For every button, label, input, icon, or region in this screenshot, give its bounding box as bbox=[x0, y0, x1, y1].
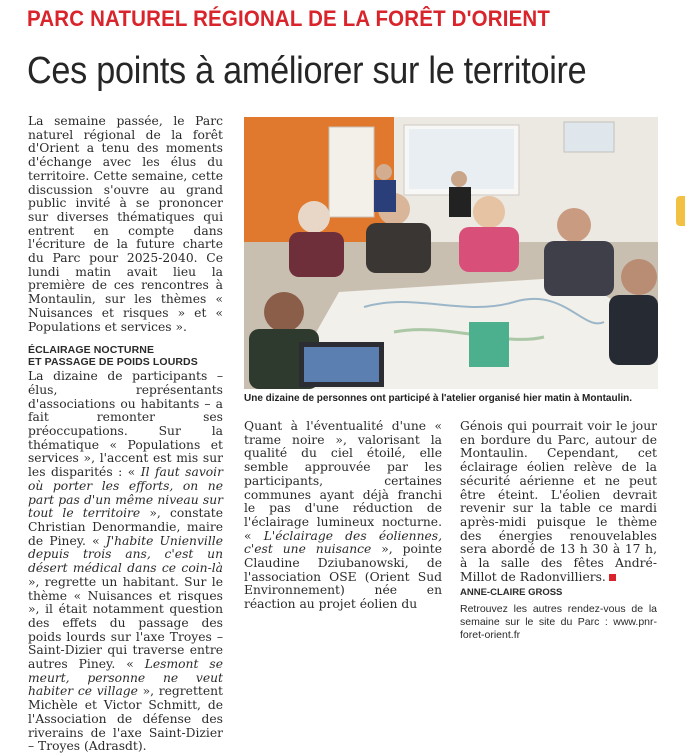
intro-paragraph: La semaine passée, le Parc naturel régional de la forêt d'Orient a tenu des moments d'échange avec les élus du territoire. Cette semaine, cette discussion s'ouvre au grand public invité à se prononcer sur diverses thématiques qui entrent en compte dans l'écriture de la future charte du Parc pour 2025-2040. Ce lundi matin avait lieu la première de ces rencontres à Montaulin, sur les thèmes « Nuisances et risques » et « Populations et services ». bbox=[28, 114, 223, 334]
footer-note: Retrouvez les autres rendez-vous de la semaine sur le site du Parc : www.pnr-foret-orient.fr bbox=[460, 603, 657, 642]
headline: Ces points à améliorer sur le territoire bbox=[27, 50, 587, 92]
p1-quote-1: Il faut savoir où porter les efforts, on ne part pas d'un même niveau sur tout le territoire bbox=[28, 465, 223, 521]
kicker: PARC NATUREL RÉGIONAL DE LA FORÊT D'ORIENT bbox=[27, 6, 551, 31]
p1-text-d: », regrettent Michèle et Victor Schmitt, de l'Association de défense des riverains de l'axe Saint-Dizier – Troyes (Adrasdt). bbox=[28, 684, 223, 754]
article-column-2 bbox=[244, 420, 442, 612]
subheading-line-2: ET PASSAGE DE POIDS LOURDS bbox=[28, 356, 198, 369]
article-photo bbox=[244, 117, 658, 389]
photo-caption: Une dizaine de personnes ont participé à l'atelier organisé hier matin à Montaulin. bbox=[244, 393, 633, 404]
p1-text-c: », regrette un habitant. Sur le thème « Nuisances et risques », il était notamment question des effets du passage des poids lourds sur l'axe Troyes – Saint-Dizier qui traverse entre autres Piney. « bbox=[28, 574, 223, 672]
end-of-article-marker bbox=[609, 574, 616, 581]
page-edge-tab bbox=[676, 196, 685, 226]
p1-quote-2: J'habite Unienville depuis trois ans, c'est un désert médical dans ce coin-là bbox=[28, 533, 223, 576]
article-column-3 bbox=[460, 420, 657, 642]
body-paragraph-1 bbox=[28, 370, 223, 754]
p2-quote: L'éclairage des éoliennes, c'est une nuisance bbox=[244, 528, 442, 557]
subheading bbox=[28, 344, 223, 368]
p1-quote-3: Lesmont se meurt, personne ne veut habiter ce village bbox=[28, 657, 223, 699]
p2-text-b: », pointe Claudine Dziubanowski, de l'association OSE (Orient Sud Environnement) née en réaction au projet éolien du bbox=[244, 542, 442, 612]
article-column-1 bbox=[28, 115, 223, 754]
subheading-line-1: ÉCLAIRAGE NOCTURNE bbox=[28, 344, 155, 357]
body-paragraph-2 bbox=[244, 420, 442, 612]
body-paragraph-2-continued: Génois qui pourrait voir le jour en bordure du Parc, autour de Montaulin. Cependant, cet éclairage éolien relève de la sécurité aérienne et ne peut être éteint. L'éolien devrait revenir sur la table ce mardi après-midi puisque le thème des énergies renouvelables sera abordé de 13 h 30 à 17 h, à la salle des fêtes André-Millot de Radonvilliers. bbox=[460, 419, 657, 584]
p1-text-b: », constate Christian Denormandie, maire de Piney. « bbox=[28, 506, 223, 548]
meeting-photo-illustration bbox=[244, 117, 658, 389]
byline: ANNE-CLAIRE GROSS bbox=[460, 587, 563, 599]
p2-text-a: Quant à l'éventualité d'une « trame noire », valorisant la qualité du ciel étoilé, elle semble approuvée par les participants, certaines communes ayant déjà franchi le pas d'une réduction de l'éclairage lumineux nocturne. « bbox=[244, 419, 442, 543]
p1-text-a: La dizaine de participants – élus, représentants d'associations ou habitants – a fait remonter ses préoccupations. Sur la thématique « Populations et services », l'accent est mis sur les disparités : « bbox=[28, 369, 223, 480]
